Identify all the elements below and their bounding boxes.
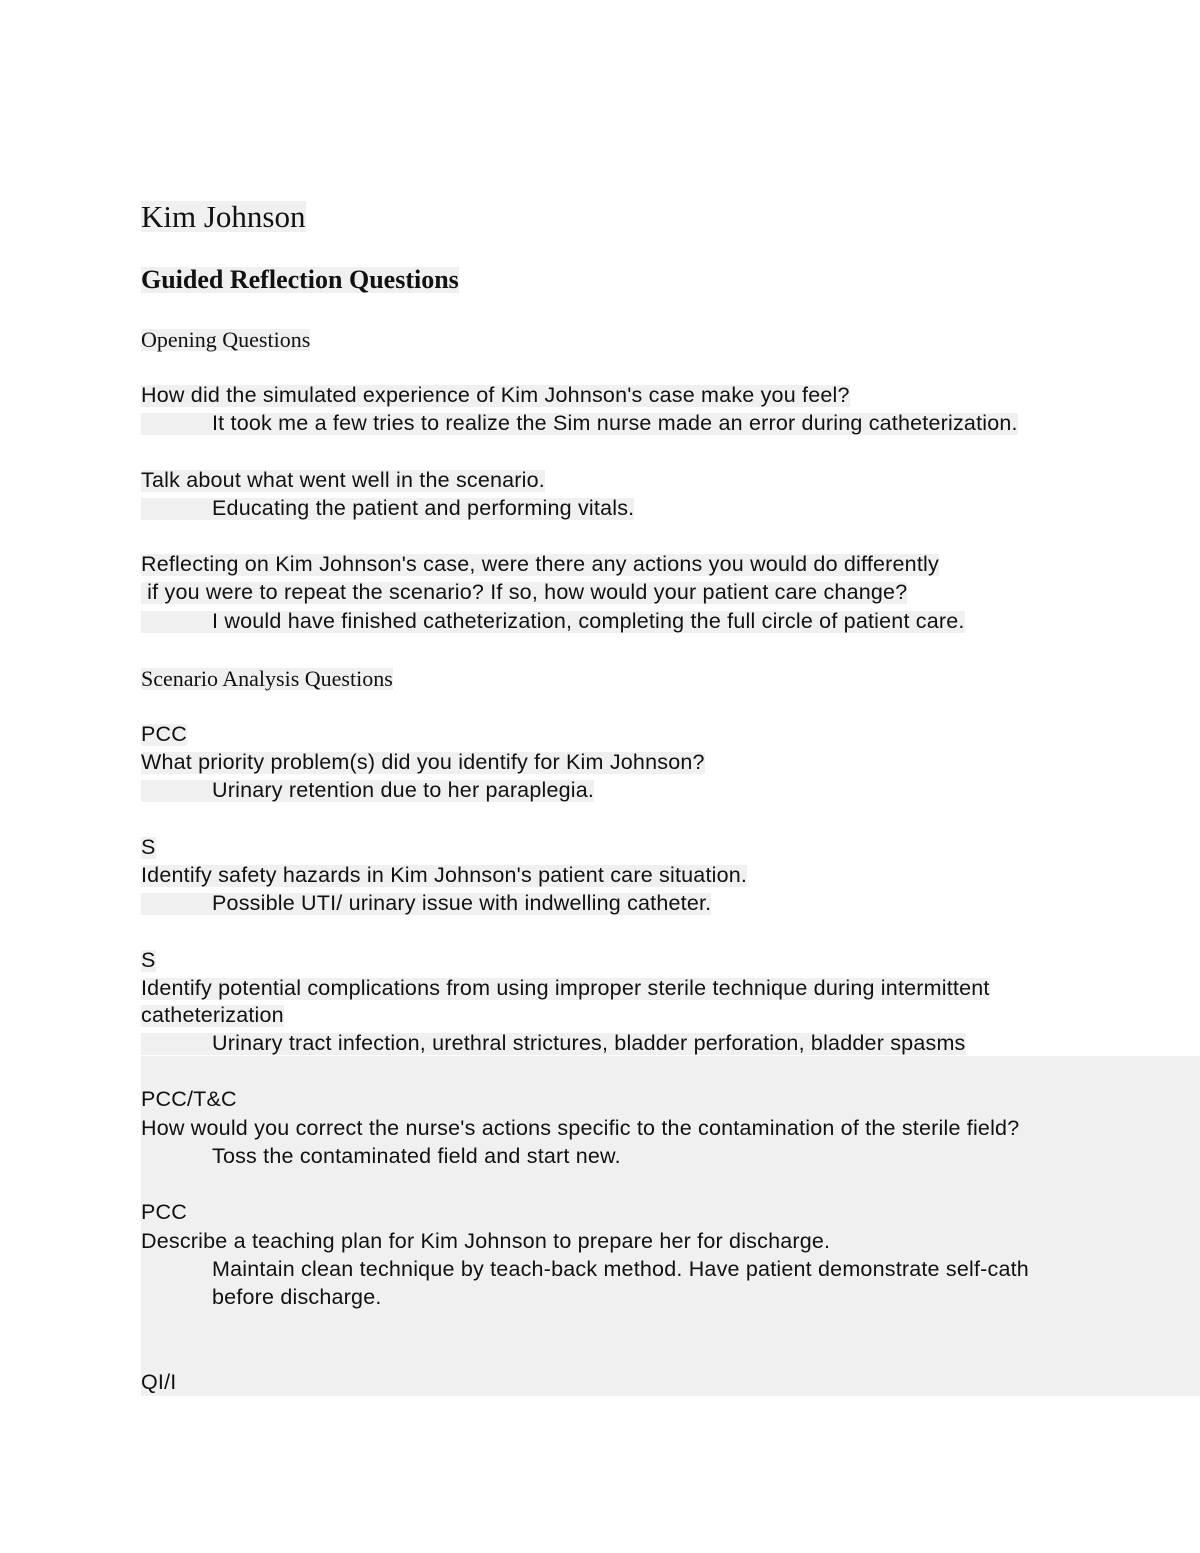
opening-question-2: Talk about what went well in the scenario. [141,468,545,492]
analysis-question-1: What priority problem(s) did you identify for Kim Johnson? [141,750,705,774]
highlighted-region [141,1056,1200,1396]
analysis-question-5: Describe a teaching plan for Kim Johnson to prepare her for discharge. [141,1229,831,1253]
analysis-question-4: How would you correct the nurse's actions specific to the contamination of the sterile field? [141,1116,1020,1140]
analysis-question-2: Identify safety hazards in Kim Johnson's patient care situation. [141,863,748,887]
opening-question-3-line-1: Reflecting on Kim Johnson's case, were there any actions you would do differently [141,552,939,576]
analysis-tag-4: PCC/T&C [141,1087,237,1111]
analysis-answer-1: Urinary retention due to her paraplegia. [141,780,594,802]
opening-answer-3: I would have finished catheterization, completing the full circle of patient care. [141,611,965,633]
analysis-answer-3: Urinary tract infection, urethral strictures, bladder perforation, bladder spasms [141,1033,966,1055]
opening-answer-1: It took me a few tries to realize the Sim nurse made an error during catheterization. [141,413,1018,435]
analysis-answer-5-line-2: before discharge. [212,1285,382,1309]
section-title: Guided Reflection Questions [141,265,459,294]
analysis-answer-2: Possible UTI/ urinary issue with indwelling catheter. [141,893,711,915]
scenario-analysis-heading: Scenario Analysis Questions [141,666,393,691]
analysis-tag-5: PCC [141,1200,187,1224]
opening-questions-heading: Opening Questions [141,327,311,352]
opening-answer-2: Educating the patient and performing vitals. [141,498,634,520]
page-title: Kim Johnson [141,199,306,234]
analysis-answer-5-line-1: Maintain clean technique by teach-back method. Have patient demonstrate self-cath [212,1257,1029,1281]
analysis-tag-3: S [141,948,156,972]
analysis-question-3-line-1: Identify potential complications from using improper sterile technique during intermittent [141,976,990,1000]
analysis-tag-2: S [141,835,156,859]
opening-question-1: How did the simulated experience of Kim Johnson's case make you feel? [141,383,850,407]
analysis-answer-4: Toss the contaminated field and start new. [212,1144,621,1168]
analysis-question-3-line-2: catheterization [141,1003,284,1027]
opening-question-3-line-2: if you were to repeat the scenario? If so, how would your patient care change? [141,580,908,604]
analysis-tag-6: QI/I [141,1370,177,1394]
analysis-tag-1: PCC [141,722,187,746]
